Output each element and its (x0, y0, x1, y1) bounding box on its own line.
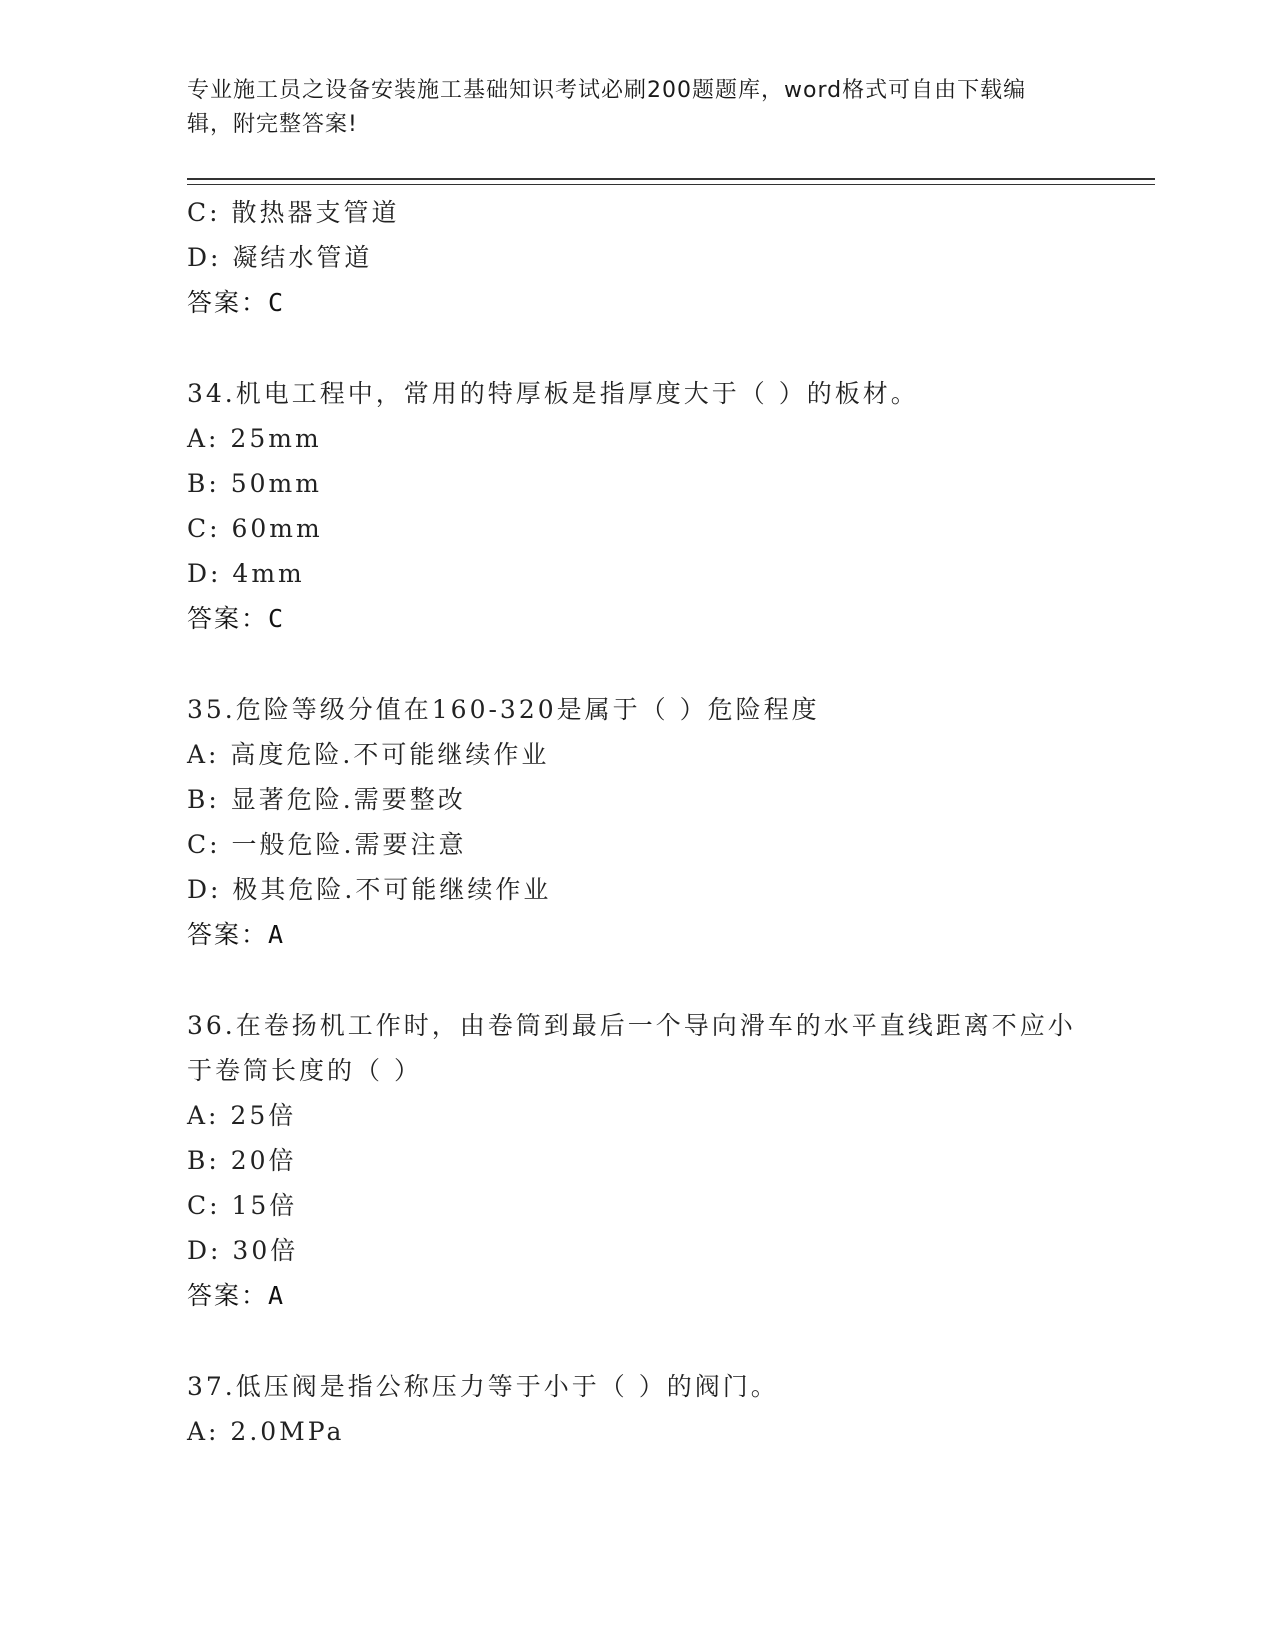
option-d: D: 凝结水管道 (187, 243, 373, 272)
spacer (187, 641, 1087, 687)
spacer (187, 1318, 1087, 1364)
question-block-36 (187, 1003, 1087, 1318)
option-b: B: 显著危险.需要整改 (187, 785, 466, 814)
question-block-35 (187, 687, 1087, 957)
option-d: D: 4mm (187, 559, 305, 588)
header-title: 专业施工员之设备安装施工基础知识考试必刷200题题库，word格式可自由下载编辑，附完整答案! (187, 78, 1027, 137)
answer-line: 答案：A (187, 920, 286, 949)
header-divider-thick (187, 178, 1155, 180)
option-b: B: 20倍 (187, 1146, 297, 1175)
spacer (187, 957, 1087, 1003)
question-block-37 (187, 1364, 1087, 1454)
option-a: A: 高度危险.不可能继续作业 (187, 740, 550, 769)
option-a: A: 25mm (187, 424, 322, 453)
question-list (187, 190, 1087, 1454)
option-b: B: 50mm (187, 469, 322, 498)
option-d: D: 极其危险.不可能继续作业 (187, 875, 552, 904)
option-c: C: 一般危险.需要注意 (187, 830, 467, 859)
header-divider-thin (187, 184, 1155, 185)
answer-line: 答案：C (187, 604, 286, 633)
question-stem: 35.危险等级分值在160-320是属于（ ）危险程度 (187, 695, 820, 724)
option-c: C: 15倍 (187, 1191, 298, 1220)
option-d: D: 30倍 (187, 1236, 299, 1265)
option-a: A: 2.0MPa (187, 1417, 345, 1446)
answer-line: 答案：A (187, 1281, 286, 1310)
document-header (187, 74, 1067, 142)
option-a: A: 25倍 (187, 1101, 297, 1130)
question-stem: 37.低压阀是指公称压力等于小于（ ）的阀门。 (187, 1372, 779, 1401)
spacer (187, 325, 1087, 371)
question-block-partial (187, 190, 1087, 325)
option-c: C: 散热器支管道 (187, 198, 400, 227)
option-c: C: 60mm (187, 514, 323, 543)
question-stem: 36.在卷扬机工作时，由卷筒到最后一个导向滑车的水平直线距离不应小于卷筒长度的（ ） (187, 1011, 1076, 1085)
answer-line: 答案：C (187, 288, 286, 317)
question-stem: 34.机电工程中，常用的特厚板是指厚度大于（ ）的板材。 (187, 379, 919, 408)
question-block-34 (187, 371, 1087, 641)
